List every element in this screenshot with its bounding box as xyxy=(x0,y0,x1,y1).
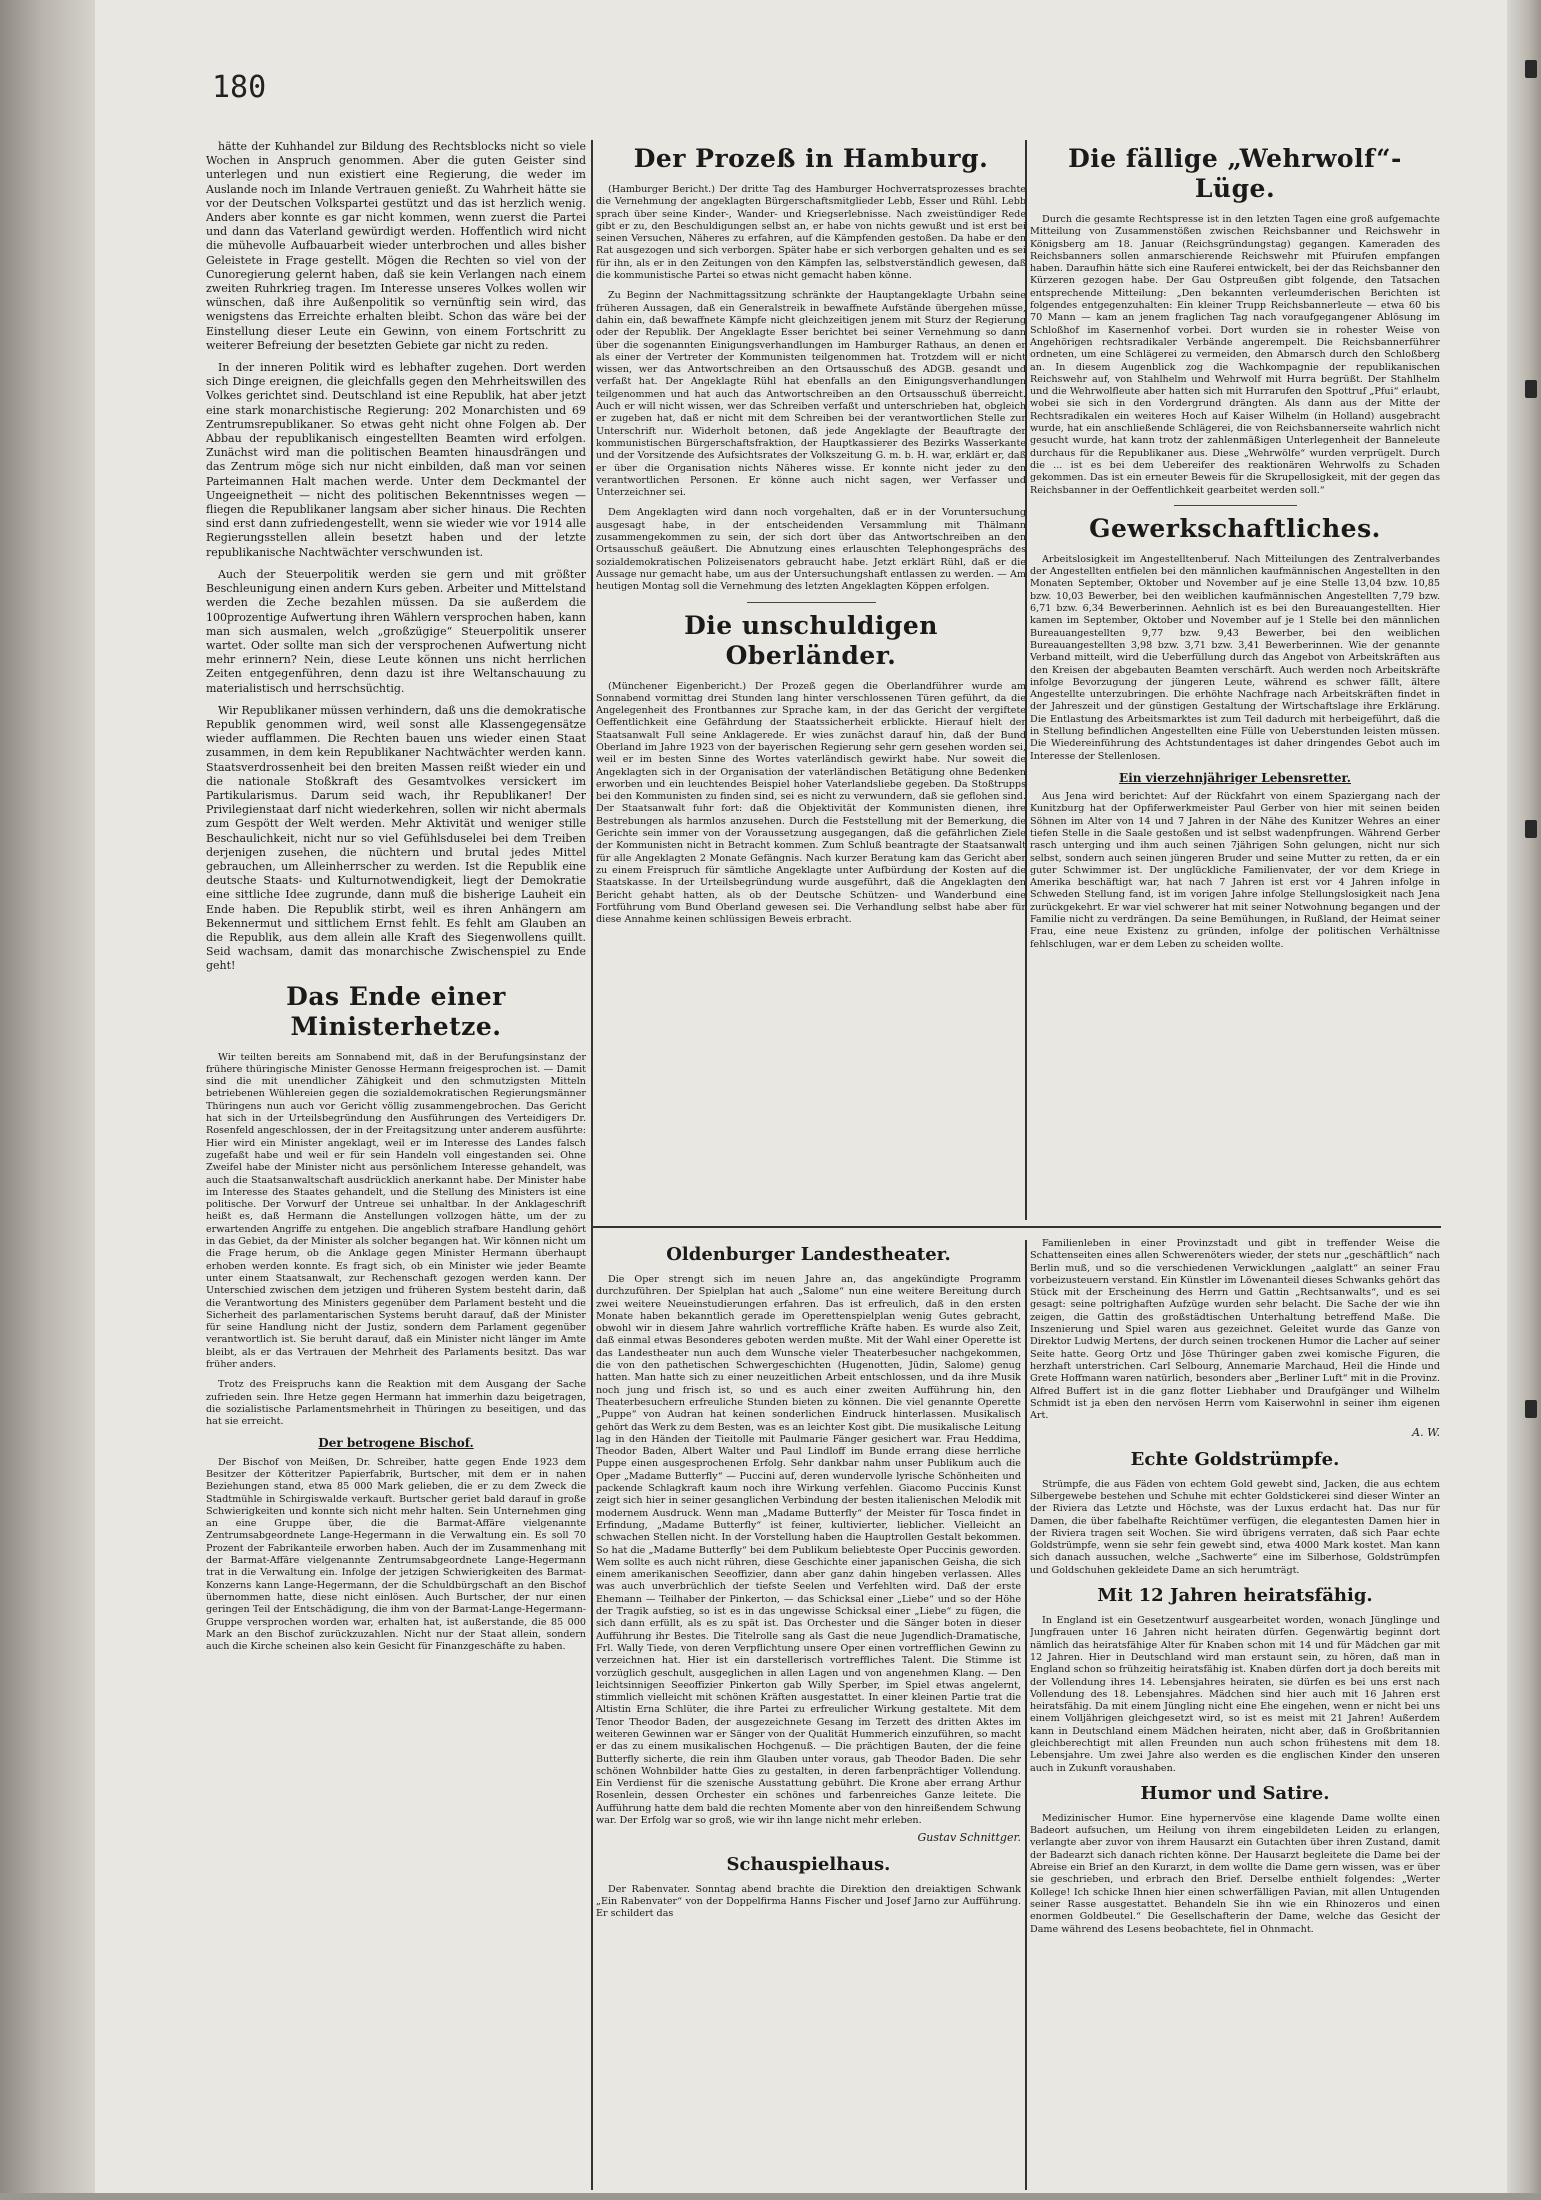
section-rule xyxy=(591,1226,1441,1228)
headline-gewerkschaftliches: Gewerkschaftliches. xyxy=(1089,513,1381,543)
author-signature: A. W. xyxy=(1412,1426,1440,1440)
article-paragraph: (Münchener Eigenbericht.) Der Prozeß gegen die Oberlandführer wurde am Sonnabend vormittag drei Stunden lang hinter verschlossenen Türen geführt, da die Angelegenheit des Frontbannes zur Sprache kam, in der das Gericht der vergiftete Oeffentlichkeit eine Gefährdung der Staatssicherheit erblickte. Hierauf hielt der Staatsanwalt Full seine Anklagerede. Er wies zunächst darauf hin, daß der Bund Oberland im Jahre 1923 von der bayerischen Regierung sehr gern gesehen worden sei, weil er im besten Sinne des Wortes vaterländisch gewirkt habe. Nur soweit die Angeklagten sich in der Organisation der vaterländischen Betätigung ohne Bedenken erworben und ein leuchtendes Beispiel hoher Vaterlandsliebe gegeben. Da Stoßtrupps bei den Kommunisten zu finden sind, sei es nicht zu verwundern, daß sie geflohen sind. Der Staatsanwalt fuhr fort: daß die Objektivität der Kommunisten dienen, ihre Bestrebungen als harmlos anzusehen. Durch die Feststellung mit der Bemerkung, die Gerichte sein immer von der Voraussetzung ausgegangen, daß die gefährlichen Ziele der Kommunisten nicht in Betracht kommen. Zum Schluß beantragte der Staatsanwalt für alle Angeklagten 2 Monate Gefängnis. Nach kurzer Beratung kam das Gericht aber zu einem Freispruch für sämtliche Angeklagte unter Aufbürdung der Kosten auf die Staatskasse. In der Urteilsbegründung wurde ausgeführt, daß die Angeklagten den Bericht gehabt hatten, als ob der Deutsche Schützen- und Wanderbund eine Fortführung vom Bund Oberland gewesen sei. Die Verhandlung selbst habe aber für diese Annahme keinen schlüssigen Beweis erbracht. xyxy=(596,680,1026,926)
binding-edge xyxy=(0,0,95,2193)
headline-wehrwolf: Die fällige „Wehrwolf“-Lüge. xyxy=(1068,144,1402,203)
headline-schauspielhaus: Schauspielhaus. xyxy=(726,1853,891,1875)
headline-ministerhetze: Das Ende einer Ministerhetze. xyxy=(286,981,506,1041)
page-edge xyxy=(1507,0,1541,2193)
article-paragraph: Dem Angeklagten wird dann noch vorgehalten, daß er in der Voruntersuchung ausgesagt habe, in der entscheidenden Versammlung mit Thälmann zusammengekommen zu sein, der sich dort über das Antwortschreiben an den Ortsausschuß geäußert. Die Abnutzung eines erlauschten Telephongesprächs des sozialdemokratischen Polizeisenators gebraucht habe. Jetzt erklärt Rühl, daß er die Aussage nur gemacht habe, um aus der Untersuchungshaft entlassen zu werden. — Am heutigen Montag soll die Vernehmung des letzten Angeklagten Köppen erfolgen. xyxy=(596,507,1026,593)
page-number: 180 xyxy=(212,70,267,105)
headline-goldstruempfe: Echte Goldstrümpfe. xyxy=(1130,1448,1340,1470)
headline-landestheater: Oldenburger Landestheater. xyxy=(666,1244,951,1265)
article-paragraph: Aus Jena wird berichtet: Auf der Rückfahrt von einem Spaziergang nach der Kunitzburg hat der Opfiferwerkmeister Paul Gerber von hier mit seinen beiden Söhnen im Alter von 14 und 7 Jahren in der Nähe des Kunitzer Wehres an einer tiefen Stelle in die Saale gestoßen und ist selbst wadenpfrungen. Während Gerber rasch unterging und ihm auch seinen 7jährigen Sohn gelungen, nicht nur sich selbst, sondern auch seinen jüngeren Bruder und seine Mutter zu retten, da er ein guter Schwimmer ist. Der unglückliche Familienvater, der vor dem Kriege in Amerika beschäftigt war, hat nach 7 Jahren ist erst vor 4 Jahren infolge in Schweden Stellung fand, ist im vorigen Jahre infolge Stellungslosigkeit nach Jena zurückgekehrt. Er war viel schwerer hat mit seiner Notwohnung begangen und der Familie nicht zu verdrängen. Da seine Bemühungen, in Rußland, der Heimat seiner Frau, eine neue Existenz zu gründen, infolge der politischen Verhältnisse fehlschlugen, war er dem Leben zu scheiden wollte. xyxy=(1030,791,1440,950)
article-paragraph: Trotz des Freispruchs kann die Reaktion mit dem Ausgang der Sache zufrieden sein. Ihre Hetze gegen Hermann hat immerhin dazu beigetragen, die sozialistische Parlamentsmehrheit in Thüringen zu beseitigen, und das hat sie erreicht. xyxy=(206,1379,586,1428)
article-paragraph: hätte der Kuhhandel zur Bildung des Rechtsblocks nicht so viele Wochen in Anspruch genommen. Aber die guten Geister sind unterlegen und nun existiert eine Regierung, die weder im Auslande noch im Inlande Vertrauen genießt. Zu Wahrheit hätte sie vor der Deutschen Volkspartei gestützt und das ist herzlich wenig. Anders aber konnte es gar nicht kommen, wenn zuerst die Partei und dann das Vaterland gewürdigt werden. Hoffentlich wird nicht die mühevolle Aufbauarbeit wieder unterbrochen und alles bisher Geleistete in Frage gestellt. Mögen die Rechten so viel von der Cunoregierung gelernt haben, daß sie kein Verlangen nach einem zweiten Ruhrkrieg tragen. Im Interesse unseres Volkes wollen wir wünschen, daß ihre Außenpolitik so vernünftig sein wird, das wenigstens das Erreichte erhalten bleibt. Schon das wäre bei der Einstellung dieser Leute ein Gewinn, von einem Fortschritt zu weiterer Befreiung der besetzten Gebiete gar nicht zu reden. xyxy=(206,140,586,352)
headline-prozess-hamburg: Der Prozeß in Hamburg. xyxy=(633,144,989,173)
subhead-bischof: Der betrogene Bischof. xyxy=(318,1436,474,1451)
article-paragraph: Die Oper strengt sich im neuen Jahre an, das angekündigte Programm durchzuführen. Der Spielplan hat auch „Salome“ nun eine weitere Bereitung durch zwei weitere Neueinstudierungen erfahren. Das ist erfreulich, daß in den ersten Monate haben bekanntlich gerade im Operettenspielplan wenig Gutes gebracht, obwohl wir in diesem Jahre wahrlich vortreffliche Kräfte haben. Es wurde also Zeit, daß einmal etwas Besonderes geboten werden mußte. Mit der Wahl einer Operette ist das Landestheater nun auch dem Wunsche vieler Theaterbesucher nachgekommen, die von den pathetischen Schwergeschichten (Hugenotten, Jüdin, Salome) genug hatten. Man hatte sich zu einer neuzeitlichen Arbeit entschlossen, und da ihre Musik noch jung und frisch ist, so und es auch einer zweiten Aufführung hin, den Theaterbesuchern erfreuliche Stunden bieten zu können. Die viel genannte Operette „Puppe“ von Audran hat keinen sonderlichen Eindruck hinterlassen. Musikalisch gehört das Werk zu dem Besten, was es an leichter Kost gibt. Die musikalische Leitung lag in den Händen der Tieitolle mit Paulmarie Fänger gesichert war. Frau Heddima, Theodor Baden, Albert Walter und Paul Lindloff im Bunde errang diese herrliche Puppe einen ausgesprochenen Erfolg. Sehr dankbar nahm unser Publikum auch die Oper „Madame Butterfly“ — Puccini auf, deren wundervolle lyrische Schönheiten und packende Schlagkraft kaum noch ihre Wirkung verfehlen. Giacomo Puccinis Kunst zeigt sich hier in seiner gesanglichen Verbindung der besten italienischen Melodik mit modernem Ausdruck. Wenn man „Madame Butterfly“ der Meister für Tosca findet in Erfindung, „Madame Butterfly“ ist feiner, kultivierter, lieblicher. Vielleicht an schwachen Stellen nicht. In der Vorstellung haben die Hauptrollen Gestalt bekommen. So hat die „Madame Butterfly“ bei dem Publikum beliebteste Oper Puccinis geworden. Wem sollte es auch nicht rühren, diese Geschichte einer japanischen Geisha, die sich einem amerikanischen Seeoffizier, dann aber ganz dahin hingeben verlassen. Alles was auch unverbrüchlich der tiefste Seelen und Verfehlten wird. Daß der erste Ehemann — Teilhaber der Pinkerton, — das Schicksal einer „Liebe“ und so der Höhe der Tragik aufstieg, so ist es in das ungewisse Schicksal einer „Liebe“ zu fügen, die sich dann erfüllt, als es zu spät ist. Das Orchester und die Sänger boten in dieser Aufführung ihr Bestes. Die Titelrolle sang als Gast die neue Jugendlich-Dramatische, Frl. Wally Tiede, von deren Verpflichtung unsere Oper einen vortrefflichen Gewinn zu verzeichnen hat. Hier ist ein darstellerisch vortreffliches Talent. Die Stimme ist vorzüglich geschult, ausgeglichen in allen Lagen und von angenehmen Klang. — Den leichtsinnigen Seeoffizier Pinkerton gab Willy Sperber, im Spiel etwas angelernt, stimmlich vielleicht mit schönen Kräften ausgestattet. In einer kleinen Partie trat die Altistin Erna Schlüter, die ihre Partei zu erfreulicher Wirkung gestaltete. Mit dem Tenor Theodor Baden, der ausgezeichnete Gesang im Terzett des dritten Aktes im weiteren Gewinnen war er Sänger von der Qualität Hummerich einzuführen, so macht er das zu einem musikalischen Hochgenuß. — Die prächtigen Bauten, der die feine Butterfly sicherte, die rein ihm Glauben unter voraus, gab Theodor Baden. Die sehr schönen Wohnbilder hatte Gies zu gestalten, in deren farbenprächtiger Vollendung. Ein Verdienst für die szenische Ausstattung gebührt. Die Krone aber errang Arthur Rosenlein, dessen Orchester ein schönes und farbenreiches Ganze leitete. Die Aufführung hatte dem bald die rechten Momente aber von den hinreißendem Schwung war. Der Erfolg war so groß, wie wir ihn lange nicht mehr erleben. xyxy=(596,1274,1021,1827)
article-paragraph: Der Bischof von Meißen, Dr. Schreiber, hatte gegen Ende 1923 dem Besitzer der Kötteritzer Papierfabrik, Burtscher, mit dem er in nahen Beziehungen stand, etwa 85 000 Mark gelieben, die er zu dem Zweck die Stadtmühle in Schirgiswalde verkauft. Burtscher geriet bald darauf in große Schwierigkeiten und konnte sich nicht mehr halten. Sein Unternehmen ging an eine Gruppe über, die die Barmat-Affäre vielgenannte Zentrumsabgeordnete Lange-Hegermann in die Verwaltung ein. Es soll 70 Prozent der Fabrikanteile erworben haben. Auch der im Zusammenhang mit der Barmat-Affäre vielgenannte Zentrumsabgeordnete Lange-Hegermann trat in die Verwaltung ein. Infolge der jetzigen Schwierigkeiten des Barmat-Konzerns kann Lange-Hegermann, der die Schuldbürgschaft an den Bischof übernommen hatte, diese nicht einlösen. Auch Burtscher, der nur einen geringen Teil der Entschädigung, die ihm von der Barmat-Lange-Hegermann-Gruppe versprochen worden war, erhalten hat, ist außerstande, die 85 000 Mark an den Bischof zurückzuzahlen. Nicht nur der Staat allein, sondern auch die Kirche scheinen also kein Gesicht für Finanzgeschäfte zu haben. xyxy=(206,1456,586,1653)
article-paragraph: Zu Beginn der Nachmittagssitzung schränkte der Hauptangeklagte Urbahn seine früheren Aussagen, daß ein Generalstreik in bewaffnete Aufstände übergehen müsse, dahin ein, daß bewaffnete Kämpfe nicht gleichzeitigen jenem mit Sturz der Regierung oder der Republik. Der Angeklagte Esser berichtet bei seiner Vernehmung so dann über die sogenannten Einigungsverhandlungen im Hamburger Rathaus, an denen er als einer der Vertreter der Kommunisten teilgenommen hat. Trotzdem will er nicht wissen, wer das Antwortschreiben an den Ortsausschuß des ADGB. gesandt und verfaßt hat. Der Angeklagte Rühl hat ebenfalls an den Einigungsverhandlungen teilgenommen und hat auch das Antwortschreiben an den Ortsausschuß überreicht. Auch er will nicht wissen, wer das Schreiben verfaßt und unterschrieben hat, obgleich er zugeben hat, daß er nicht mit dem Schreiben bei der verantwortlichen Stelle zur Unterschrift nur. Widerholt betonen, daß jede Angeklagte der Beauftragte der kommunistischen Bürgerschaftsfraktion, der Hauptkassierer des Bezirks Wasserkante und der Vorsitzende des Aufsichtsrates der Volkszeitung G. m. b. H. war, erklärt er, daß er über die Organisation nichts Näheres wisse. Er konnte nicht jeder zu den verantwortlichen Personen. Er könne auch nicht sagen, wer Verfasser und Unterzeichner sei. xyxy=(596,290,1026,499)
column-right-top xyxy=(1030,140,1440,1200)
binder-clip-icon xyxy=(1525,1400,1537,1418)
article-paragraph: Strümpfe, die aus Fäden von echtem Gold gewebt sind, Jacken, die aus echtem Silbergewebe bestehen und Schuhe mit echter Goldstickerei sind dieser Winter an der Riviera das Letzte und Höchste, was der Luxus erdacht hat. Das nur für Damen, die über fabelhafte Reichtümer verfügen, die elegantesten Damen hier in der Riviera tragen seit Wochen. Sie wird übrigens verraten, daß sich Paar echte Goldstrümpfe, wenn sie sehr fein gewebt sind, etwa 4000 Mark kostet. Man kann sich danach aussuchen, welche „Sachwerte“ eine im Silberhose, Goldstrümpfen und Goldschuhen gekleidete Dame an sich herumträgt. xyxy=(1030,1478,1440,1576)
binder-clip-icon xyxy=(1525,380,1537,398)
author-signature: Gustav Schnittger. xyxy=(917,1831,1021,1845)
article-paragraph: Auch der Steuerpolitik werden sie gern und mit größter Beschleunigung einen andern Kurs geben. Arbeiter und Mittelstand werden die Zeche bezahlen müssen. Da sie außerdem die 100prozentige Aufwertung ihren Wählern versprochen haben, kann man sich ausmalen, welch „großzügige“ Steuerpolitik unserer wartet. Oder sollte man sich der versprochenen Aufwertung nicht mehr erinnern? Nein, diese Leute können uns nicht herrlichen Zeiten entgegenführen, denn dazu ist ihre Weltanschauung zu materialistisch und herrschsüchtig. xyxy=(206,567,586,695)
article-paragraph: Arbeitslosigkeit im Angestelltenberuf. Nach Mitteilungen des Zentralverbandes der Angestellten entfielen bei den männlichen kaufmännischen Angestellten in den Monaten September, Oktober und November auf je eine Stelle 13,04 bzw. 10,85 bzw. 10,03 Bewerber, bei den weiblichen kaufmännischen Angestellten 7,79 bzw. 6,71 bzw. 6,34 Bewerberinnen. Aehnlich ist es bei den Bureauangestellten. Hier kamen im September, Oktober und November auf je 1 Stelle bei den männlichen Bureauangestellten 9,77 bzw. 9,43 Bewerber, bei den weiblichen Bureauangestellten 3,98 bzw. 3,71 bzw. 3,41 Bewerberinnen. Wie der genannte Verband mitteilt, wird die Ueberfüllung durch das Angebot von Arbeitskräften aus den Kreisen der abgebauten Beamten verschärft. Auch werden noch Arbeitskräfte infolge Bevorzugung der jüngeren Leute, während es schwer fällt, ältere Angestellte unterzubringen. Die erhöhte Nachfrage nach Arbeitskräften findet in der Jahreszeit und der günstigen Gestaltung der Wirtschaftslage ihre Erklärung. Die Entlastung des Arbeitsmarktes ist zum Teil dadurch mit herbeigeführt, daß die in Stellung befindlichen Angestellten eine Fülle von Ueberstunden leisten müssen. Die Wiedereinführung des Achtstundentages ist daher dringendes Gebot auch im Interesse der Stellenlosen. xyxy=(1030,553,1440,762)
article-paragraph: Durch die gesamte Rechtspresse ist in den letzten Tagen eine groß aufgemachte Mitteilung von Zusammenstößen zwischen Reichsbanner und Reichswehr in Königsberg am 18. Januar (Reichsgründungstag) gegangen. Kameraden des Reichsbanners sollen anmarschierende Reichswehr mit Pfuirufen empfangen haben. Daraufhin hätte sich eine Rauferei entwickelt, bei der das Reichsbanner den Kürzeren gezogen habe. Der Gau Ostpreußen gibt folgende, den Tatsachen entsprechende Mitteilung: „Den bekannten verleumderischen Berichten ist folgendes entgegenzuhalten: Ein kleiner Trupp Reichsbannerleute — etwa 60 bis 70 Mann — kam an jenem fraglichen Tag nach voraufgegangener Ablösung im Schloßhof im Kasernenhof vorbei. Dort wurden sie in rohester Weise von Angehörigen rechtsradikaler Verbände angerempelt. Die Reichsbannerführer ordneten, um eine Schlägerei zu vermeiden, den Abmarsch durch den Schloßberg an. In diesem Augenblick zog die Wachkompagnie der republikanischen Reichswehr auf, von Stahlhelm und Wehrwolf mit Hurra begrüßt. Der Stahlhelm und die Wehrwolfleute aber hatten sich mit Hurrarufen den Spottruf „Pfui“ erlaubt, wobei sie sich in den Vordergrund drängten. Als dann aus der Mitte der Rechtsradikalen ein weiteres Hoch auf Kaiser Wilhelm (in Holland) ausgebracht wurde, hat ein anschließende Schlägerei, die von Reichsbannerseite wahrlich nicht gesucht wurde, hat kann trotz der zahlenmäßigen Unterlegenheit der Banneleute durchaus für die Republikaner aus. Diese „Wehrwölfe“ wurden verprügelt. Durch die ... ist es bei dem Uebereifer des reaktionären Wehrwolfs zu Schaden gekommen. Das ist ein erneuter Beweis für die Skrupellosigkeit, mit der gegen das Reichsbanner in der Oeffentlichkeit gearbeitet werden soll.“ xyxy=(1030,214,1440,496)
column-left xyxy=(206,140,586,2200)
divider xyxy=(747,602,876,603)
divider xyxy=(1174,505,1297,506)
article-paragraph: (Hamburger Bericht.) Der dritte Tag des Hamburger Hochverratsprozesses brachte die Vernehmung der angeklagten Bürgerschaftsmitglieder Lebb, Esser und Rühl. Lebb sprach über seine Kinder-, Wander- und Kriegserlebnisse. Nach zweistündiger Rede gibt er zu, den Beschuldigungen selbst an, er habe von nichts gewußt und ist erst bei seinen Versuchen, Näheres zu erfahren, auf die Kämpfenden gestoßen. Da habe er den Rat ausgezogen und sich verborgen. Später habe er sich verborgen gehalten und es sei für ihn, als er in den Zeitungen von den Kämpfen las, selbstverständlich gewesen, daß die kommunistische Partei so etwas nicht gemacht haben könne. xyxy=(596,184,1026,282)
article-paragraph: Familienleben in einer Provinzstadt und gibt in treffender Weise die Schattenseiten eines allen Schwerenöters wieder, der stets nur „geschäftlich“ nach Berlin muß, und so die verschiedenen Verwicklungen „aalglatt“ an seiner Frau vorbeizusteuern verstand. Ein Künstler im Löwenanteil dieses Schwanks gehört das Stück mit der Erscheinung des Herrn und Gattin „Rechtsanwalts“, und es sei gesagt: seine poltrighaften Aufzüge wurden sehr belacht. Die Sache der wie ihn zeigen, die Gattin des großstädtischen Unterhaltung betreffend Maße. Die Inszenierung und Spiel waren aus gezeichnet. Geleitet wurde das Ganze von Direktor Ludwig Mertens, der durch seinen trockenen Humor die Lacher auf seiner Seite hatte. Georg Ortz und Jöse Thüringer gaben zwei komische Figuren, die herzhaft unterstrichen. Carl Selbourg, Annemarie Marchaud, Heil die Hinde und Grete Hoffmann waren natürlich, besonders aber „Berliner Luft“ mit in die Provinz. Alfred Buffert ist in die ganz flotter Liebhaber und Draufgänger und Wilhelm Schmidt ist ja eben den nervösen Herrn vom Kaiserwohnl in seiner ihm eigenen Art. xyxy=(1030,1238,1440,1422)
article-paragraph: In England ist ein Gesetzentwurf ausgearbeitet worden, wonach Jünglinge und Jungfrauen unter 16 Jahren nicht heiraten dürfen. Gegenwärtig beginnt dort nämlich das heiratsfähige Alter für Knaben schon mit 14 und für Mädchen gar mit 12 Jahren. Hier in Deutschland wird man erstaunt sein, zu hören, daß man in England schon so frühzeitig heiratsfähig ist. Knaben dürfen dort ja doch bereits mit der Vollendung ihres 14. Lebensjahres heiraten, sie dürfen es bei uns erst nach Vollendung des 18. Lebensjahres. Mädchen sind hier auch mit 16 Jahren erst heiratsfähig. Da mit einem Jüngling nicht eine Ehe eingehen, wenn er nicht bei uns einem Volljährigen gleichgesetzt wird, so ist es meist mit 21 Jahren! Außerdem kann in Deutschland einem Mädchen heiraten, nicht aber, daß in Großbritannien gleichberechtigt mit allen Freunden nun auch schon frühestens mit dem 18. Lebensjahre. Um zwei Jahre also werden es die englischen Kinder den unseren auch in Zukunft voraushaben. xyxy=(1030,1615,1440,1774)
article-paragraph: Wir teilten bereits am Sonnabend mit, daß in der Berufungsinstanz der frühere thüringische Minister Genosse Hermann freigesprochen ist. — Damit sind die mit unendlicher Zähigkeit und den schmutzigsten Mitteln betriebenen Wühlereien gegen die sozialdemokratischen Regierungsmänner Thüringens nun auch vor Gericht völlig zusammengebrochen. Das Gericht hat sich in der Urteilsbegründung den Ausführungen des Verteidigers Dr. Rosenfeld angeschlossen, der in der Freitagsitzung unter anderem ausführte: Hier wird ein Minister angeklagt, weil er im Interesse des Landes falsch zugefaßt habe und weil er für sein Handeln voll eingestanden sei. Ohne Zweifel habe der Minister nicht aus persönlichem Interesse gehandelt, was auch die Staatsanwaltschaft ausdrücklich anerkannt habe. Der Minister habe im Interesse des Staates gehandelt, und die Stellung des Ministers ist eine politische. Der Vorwurf der Untreue sei unhaltbar. In der Anklageschrift heißt es, daß Hermann die Anstellungen vollzogen hätte, um der zu erwartenden Angriffe zu entgehen. Die angeblich strafbare Handlung gehört in das Gebiet, da der Minister als solcher begangen hat. Wir können nicht um die Frage herum, ob die Anklage gegen Minister Hermann überhaupt erhoben werden konnte. Es fragt sich, ob ein Minister wie jeder Beamte unter einem Staatsanwalt, zur Rechenschaft gezogen werden kann. Der Unterschied zwischen dem jetzigen und früheren System besteht darin, daß die Verantwortung des Ministers gegenüber dem Parlament besteht und die Sicherheit des parlamentarischen Systems beruht darauf, daß der Minister für seine Handlung nicht der Justiz, sondern dem Parlament gegenüber verantwortlich ist. Sie beruht darauf, daß ein Minister nicht länger im Amte bleibt, als er das Vertrauen der Mehrheit des Parlaments besitzt. Das war früher anders. xyxy=(206,1051,586,1370)
article-paragraph: Medizinischer Humor. Eine hypernervöse eine klagende Dame wollte einen Badeort aufsuchen, um Heilung von ihrem eingebildeten Leiden zu erlangen, verlangte aber zuvor von ihrem Hausarzt ein Gutachten über ihren Zustand, damit der Badearzt sich danach richten könne. Der Hausarzt begleitete die Dame bei der Abreise ein Brief an den Kurarzt, in dem wollte die Dame gern wissen, was er über sie geschrieben, und erbrach den Brief. Derselbe enthielt folgendes: „Werter Kollege! Ich schicke Ihnen hier einen schwerfälligen Pavian, mit allen Untugenden seiner Rasse ausgestattet. Behandeln Sie ihn wie ein Rhinozeros und einen enormen Goldbeutel.“ Die Gesellschafterin der Dame, welche das Gesicht der Dame während des Lesens beobachtete, fiel in Ohnmacht. xyxy=(1030,1812,1440,1935)
headline-heiratsfaehig: Mit 12 Jahren heiratsfähig. xyxy=(1097,1585,1373,1607)
column-rule xyxy=(1025,1240,1027,2190)
headline-humor-satire: Humor und Satire. xyxy=(1140,1782,1330,1804)
column-right-bottom xyxy=(1030,1238,1440,2198)
article-paragraph: Der Rabenvater. Sonntag abend brachte die Direktion den dreiaktigen Schwank „Ein Rabenvater“ von der Doppelfirma Hanns Fischer und Josef Jarno zur Aufführung. Er schildert das xyxy=(596,1883,1021,1920)
column-middle-top xyxy=(596,140,1026,1200)
headline-oberlaender: Die unschuldigen Oberländer. xyxy=(684,610,938,670)
article-paragraph: Wir Republikaner müssen verhindern, daß uns die demokratische Republik genommen wird, weil sonst alle Klassengegensätze wieder aufflammen. Die Rechten bauen uns wieder einen Staat zusammen, in dem kein Republikaner Nachtwächter werden kann. Staatsverdrossenheit bei den breiten Massen reißt wieder ein und die nationale Stoßkraft des Gesamtvolkes versickert im Partikularismus. Darum seid wach, ihr Republikaner! Der Privilegienstaat darf nicht wiederkehren, sollen wir nicht abermals zum Gespött der Welt werden. Mehr Aktivität und weniger stille Beschaulichkeit, nicht nur so viel Gefühlsduselei bei dem Treiben derjenigen zusehen, die nüchtern und brutal jedes Mittel gebrauchen, um Alleinherrscher zu werden. Ist die Republik eine deutsche Staats- und Kulturnotwendigkeit, liegt der Demokratie eine sittliche Idee zugrunde, dann muß die bisherige Lauheit ein Ende haben. Die Republik stirbt, weil es ihren Anhängern am Bekennermut und sittlichem Ernst fehlt. Es fehlt am Glauben an die Republik, aus dem allein alle Kraft des Siegenwollens quillt. Seid wachsam, damit das monarchische Zwischenspiel zu Ende geht! xyxy=(206,703,586,973)
column-rule xyxy=(591,140,593,2190)
binder-clip-icon xyxy=(1525,60,1537,78)
column-middle-bottom xyxy=(596,1238,1021,2198)
article-paragraph: In der inneren Politik wird es lebhafter zugehen. Dort werden sich Dinge ereignen, die gleichfalls gegen den Mehrheitswillen des Volkes gerichtet sind. Deutschland ist eine Republik, hat aber jetzt eine stark monarchistische Regierung: 202 Monarchisten und 69 Zentrumsrepublikaner. So etwas geht nicht ohne Folgen ab. Der Abbau der republikanisch eingestellten Beamten wird erfolgen. Zunächst wird man die politischen Beamten hinausdrängen und das Zentrum möge sich nur nicht einbilden, daß man vor seinen Parteimannen Halt machen werde. Unter dem Deckmantel der Ungeeignetheit — nicht des politischen Bekenntnisses wegen — fliegen die Republikaner langsam aber sicher hinaus. Die Rechten sind erst dann zufriedengestellt, wenn sie wieder wie vor 1914 alle Regierungsstellen allein besetzt haben und der letzte republikanische Nachtwächter verschwunden ist. xyxy=(206,361,586,559)
subhead-lebensretter: Ein vierzehnjähriger Lebensretter. xyxy=(1119,770,1351,785)
binder-clip-icon xyxy=(1525,820,1537,838)
